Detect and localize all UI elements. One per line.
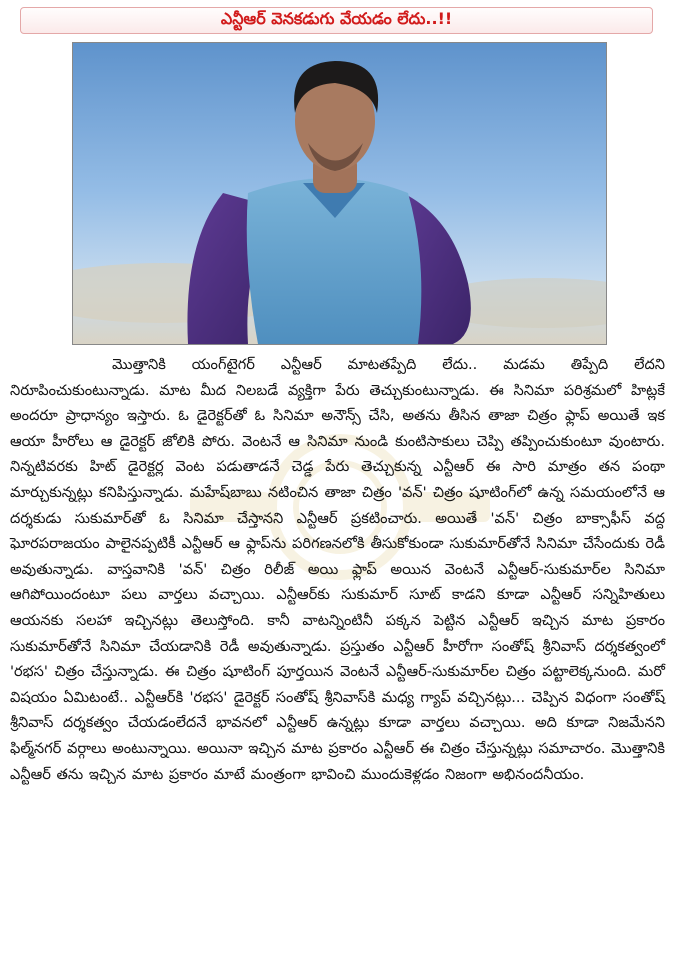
photo-illustration [73,43,606,344]
headline: ఎన్టీఆర్ వెనకడుగు వేయడం లేదు..!! [220,9,453,28]
article-body: మొత్తానికి యంగ్‌టైగర్ ఎన్టీఆర్ మాటతప్పేది లేదు.. మడమ తిప్పేది లేదని నిరూపించుకుంటున్నాడు. మాట మీద నిలబడే వ్యక్తిగా పేరు తెచ్చుకుంటున్నాడు. ఈ సినిమా పరిశ్రమలో హిట్లకే అందరూ ప్రాధాన్యం ఇస్తారు. ఓ డైరెక్టర్‌తో ఓ సినిమా అనౌన్స్ చేసి, అతను తీసిన తాజా చిత్రం ఫ్లాప్ అయితే ఇక ఆయా హీరోలు ఆ డైరెక్టర్ జోలికి పోరు. వెంటనే ఆ సినిమా నుండి కుంటిసాకులు చెప్పి తప్పించుకుంటూ వుంటారు. నిన్నటివరకు హిట్ డైరెక్టర్ల వెంట పడుతాడనే చెడ్డ పేరు తెచ్చుకున్న ఎన్టీఆర్ ఈ సారి మాత్రం తన పంథా మార్చుకున్నట్లు కనిపిస్తున్నాడు. మహేష్‌బాబు నటించిన తాజా చిత్రం 'వన్' చిత్రం షూటింగ్‌లో ఉన్న సమయంలోనే ఆ దర్శకుడు సుకుమార్‌తో ఓ సినిమా చేస్తానని ఎన్టీఆర్ ప్రకటించారు. అయితే 'వన్' చిత్రం బాక్సాఫీస్ వద్ద ఘోరపరాజయం పాలైనప్పటికీ ఎన్టీఆర్ ఆ ఫ్లాప్‌ను పరిగణనలోకి తీసుకోకుండా సుకుమార్‌తోనే సినిమా చేసేందుకు రెడీ అవుతున్నాడు. వాస్తవానికి 'వన్' చిత్రం రిలీజ్ అయి ఫ్లాప్ అయిన వెంటనే ఎన్టీఆర్-సుకుమార్‌ల సినిమా ఆగిపోయిందంటూ పలు వార్తలు వచ్చాయి. ఎన్టీఆర్‌కు సుకుమార్ సూట్ కాడని కూడా ఎన్టీఆర్ సన్నిహితులు ఆయనకు సలహా ఇచ్చినట్లు తెలుస్తోంది. కానీ వాటన్నింటినీ పక్కన పెట్టిన ఎన్టీఆర్ ఇచ్చిన మాట ప్రకారం సుకుమార్‌తోనే సినిమా చేయడానికి రెడీ అవుతున్నాడు. ప్రస్తుతం ఎన్టీఆర్ హీరోగా సంతోష్ శ్రీనివాస్ దర్శకత్వంలో 'రభస' చిత్రం చేస్తున్నాడు. ఈ చిత్రం షూటింగ్ పూర్తయిన వెంటనే ఎన్టీఆర్-సుకుమార్‌ల చిత్రం పట్టాలెక్కనుంది. మరో విషయం ఏమిటంటే.. ఎన్టీఆర్‌కి 'రభస' డైరెక్టర్ సంతోష్ శ్రీనివాస్‌కి మధ్య గ్యాప్ వచ్చినట్లు... చెప్పిన విధంగా సంతోష్ శ్రీనివాస్ దర్శకత్వం చేయడంలేదనే భావనలో ఎన్టీఆర్ ఉన్నట్లు కూడా వార్తలు వచ్చాయి. అది కూడా నిజమేనని ఫిల్మ్‌నగర్ వర్గాలు అంటున్నాయి. అయినా ఇచ్చిన మాట ప్రకారం ఎన్టీఆర్ ఈ చిత్రం చేస్తున్నట్లు సమాచారం. మొత్తానికి ఎన్టీఆర్ తను ఇచ్చిన మాట ప్రకారం మాటే మంత్రంగా భావించి ముందుకెళ్లడం నిజంగా అభినందనీయం. [10,356,665,783]
headline-box [20,7,653,34]
article-photo [72,42,607,345]
